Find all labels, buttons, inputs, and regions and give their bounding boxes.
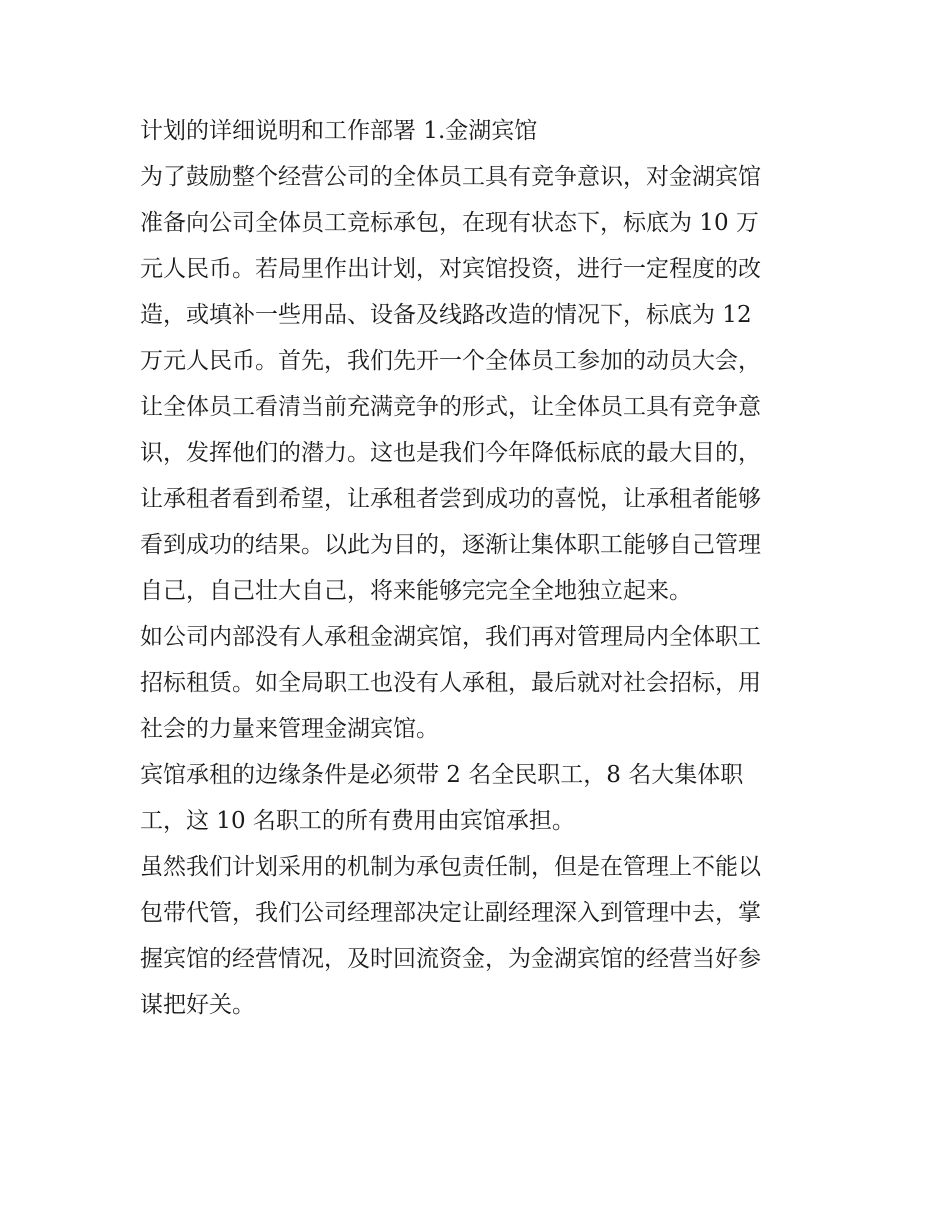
document-body bbox=[140, 108, 820, 1028]
text-line: 万元人民币。首先，我们先开一个全体员工参加的动员大会， bbox=[140, 348, 761, 374]
text-line: 让承租者看到希望，让承租者尝到成功的喜悦，让承租者能够 bbox=[140, 486, 761, 512]
text-line: 元人民币。若局里作出计划，对宾馆投资，进行一定程度的改 bbox=[140, 256, 761, 282]
text-line: 准备向公司全体员工竞标承包，在现有状态下，标底为 10 万 bbox=[140, 210, 759, 236]
text-line: 包带代管，我们公司经理部决定让副经理深入到管理中去，掌 bbox=[140, 900, 761, 926]
text-line: 让全体员工看清当前充满竞争的形式，让全体员工具有竞争意 bbox=[140, 394, 761, 420]
text-line: 工，这 10 名职工的所有费用由宾馆承担。 bbox=[140, 808, 575, 834]
text-line: 宾馆承租的边缘条件是必须带 2 名全民职工，8 名大集体职 bbox=[140, 762, 744, 788]
text-line: 造，或填补一些用品、设备及线路改造的情况下，标底为 12 bbox=[140, 302, 752, 328]
document-heading: 计划的详细说明和工作部署 1.金湖宾馆 bbox=[140, 118, 538, 144]
text-line: 握宾馆的经营情况，及时回流资金，为金湖宾馆的经营当好参 bbox=[140, 946, 761, 972]
text-line: 看到成功的结果。以此为目的，逐渐让集体职工能够自己管理 bbox=[140, 532, 761, 558]
text-line: 社会的力量来管理金湖宾馆。 bbox=[140, 716, 439, 742]
text-line: 自己，自己壮大自己，将来能够完完全全地独立起来。 bbox=[140, 578, 692, 604]
text-line: 如公司内部没有人承租金湖宾馆，我们再对管理局内全体职工 bbox=[140, 624, 761, 650]
text-line: 招标租赁。如全局职工也没有人承租，最后就对社会招标，用 bbox=[140, 670, 761, 696]
text-line: 虽然我们计划采用的机制为承包责任制，但是在管理上不能以 bbox=[140, 854, 761, 880]
text-line: 识，发挥他们的潜力。这也是我们今年降低标底的最大目的， bbox=[140, 440, 761, 466]
text-line: 谋把好关。 bbox=[140, 992, 255, 1018]
text-line: 为了鼓励整个经营公司的全体员工具有竞争意识，对金湖宾馆 bbox=[140, 164, 761, 190]
